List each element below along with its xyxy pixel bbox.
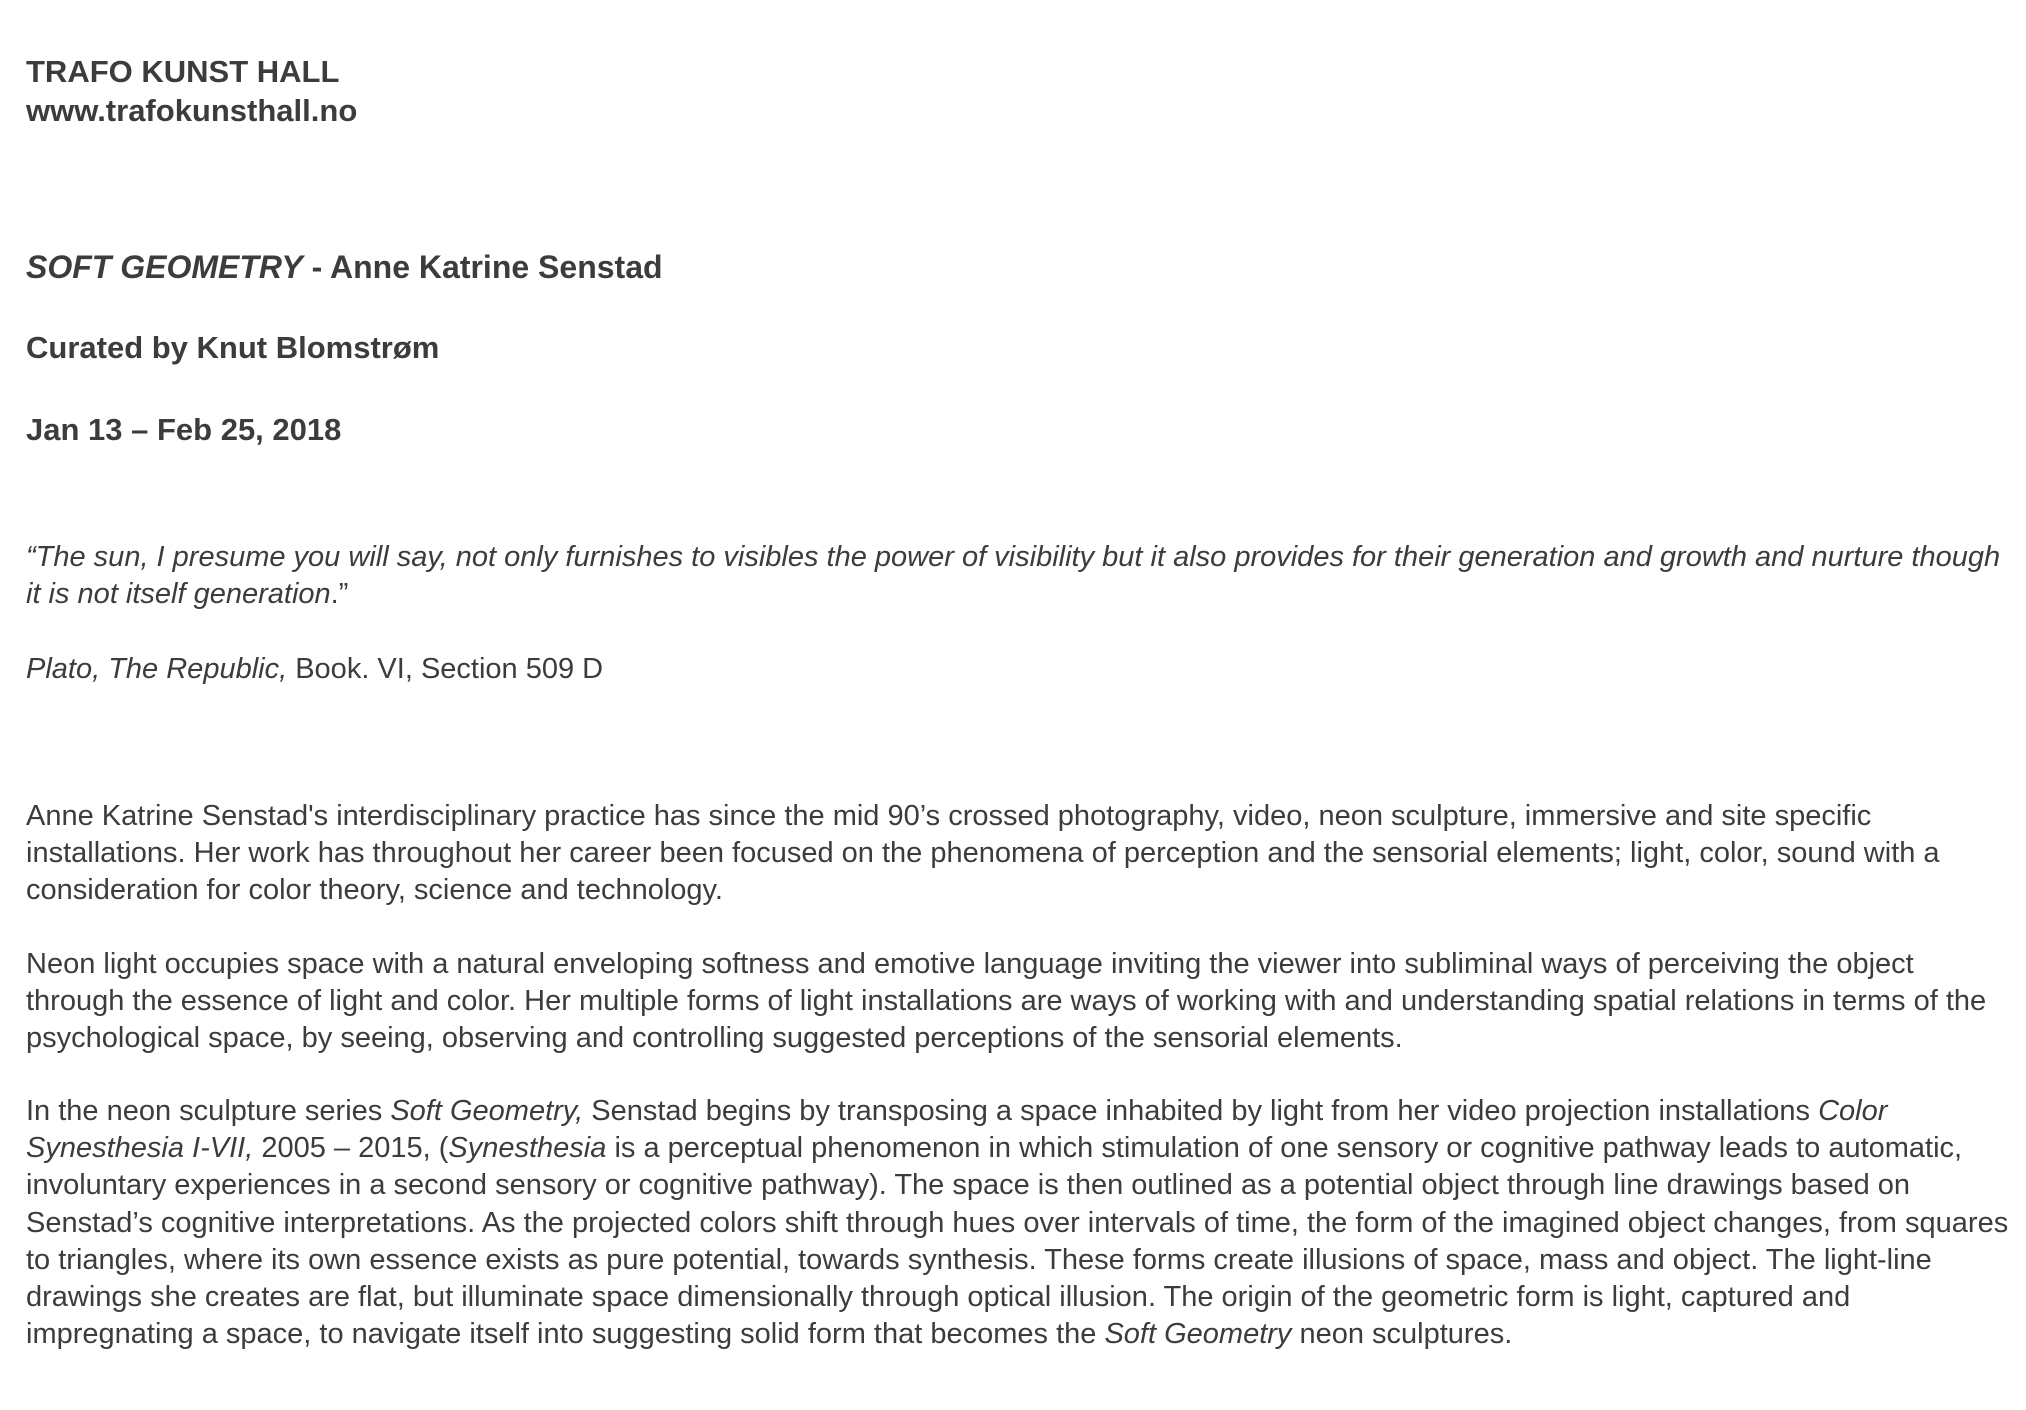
para3-italic-soft-geometry-2: Soft Geometry	[1104, 1318, 1292, 1351]
quote-text: “The sun, I presume you will say, not only furnishes to visibles the power of visibility but it also provides for their generation and growth and nurture though it is not itself generation	[26, 541, 2001, 611]
organization-name: TRAFO KUNST HALL	[26, 54, 340, 89]
para3-text-4: is a perceptual phenomenon in which stimulation of one sensory or cognitive pathway leads to automatic, involuntary experiences in a second sensory or cognitive pathway). The space is then outlined as a potential object through line drawings based on Senstad’s cognitive interpretations. As the projected colors shift through hues over intervals of time, the form of the imagined object changes, from squares to triangles, where its own essence exists as pure potential, towards synthesis. These forms create illusions of space, mass and object. The light-line drawings she creates are flat, but illuminate space dimensionally through optical illusion. The origin of the geometric form is light, captured and impregnating a space, to navigate itself into suggesting solid form that becomes the	[26, 1132, 2009, 1351]
para3-italic-synesthesia: Synesthesia	[448, 1132, 607, 1165]
curator-line: Curated by Knut Blomstrøm	[26, 330, 440, 365]
body-paragraph-2: Neon light occupies space with a natural enveloping softness and emotive language inviting the viewer into subliminal ways of perceiving the object through the essence of light and color. Her multiple forms of light installations are ways of working with and understanding spatial relations in terms of the psychological space, by seeing, observing and controlling suggested perceptions of the sensorial elements.	[26, 948, 1987, 1055]
exhibition-title-artist: - Anne Katrine Senstad	[302, 249, 663, 285]
organization-website: www.trafokunsthall.no	[26, 93, 358, 128]
body-paragraph-1: Anne Katrine Senstad's interdisciplinary practice has since the mid 90’s crossed photography, video, neon sculpture, immersive and site specific installations. Her work has throughout her career been focused on the phenomena of perception and the sensorial elements; light, color, sound with a consideration for color theory, science and technology.	[26, 800, 1940, 907]
para3-text-2: Senstad begins by transposing a space inhabited by light from her video projection installations	[583, 1095, 1819, 1127]
exhibition-title	[26, 247, 663, 287]
citation-reference: Book. VI, Section 509 D	[287, 653, 604, 685]
para3-text-5: neon sculptures.	[1291, 1318, 1513, 1351]
quote-citation	[26, 651, 2011, 688]
para3-italic-soft-geometry: Soft Geometry,	[390, 1095, 584, 1127]
para3-text-3: 2005 – 2015, (	[253, 1132, 449, 1165]
para3-italic-color-synesthesia: Color Synesthesia I-VII,	[26, 1095, 1888, 1165]
epigraph-quote	[26, 539, 2011, 613]
quote-close: .”	[330, 578, 349, 611]
citation-source: Plato, The Republic,	[26, 653, 288, 685]
exhibition-title-italic: SOFT GEOMETRY	[26, 249, 303, 285]
body-paragraph-3	[26, 1093, 2011, 1353]
para3-text-1: In the neon sculpture series	[26, 1095, 391, 1127]
exhibition-dates: Jan 13 – Feb 25, 2018	[26, 412, 342, 447]
